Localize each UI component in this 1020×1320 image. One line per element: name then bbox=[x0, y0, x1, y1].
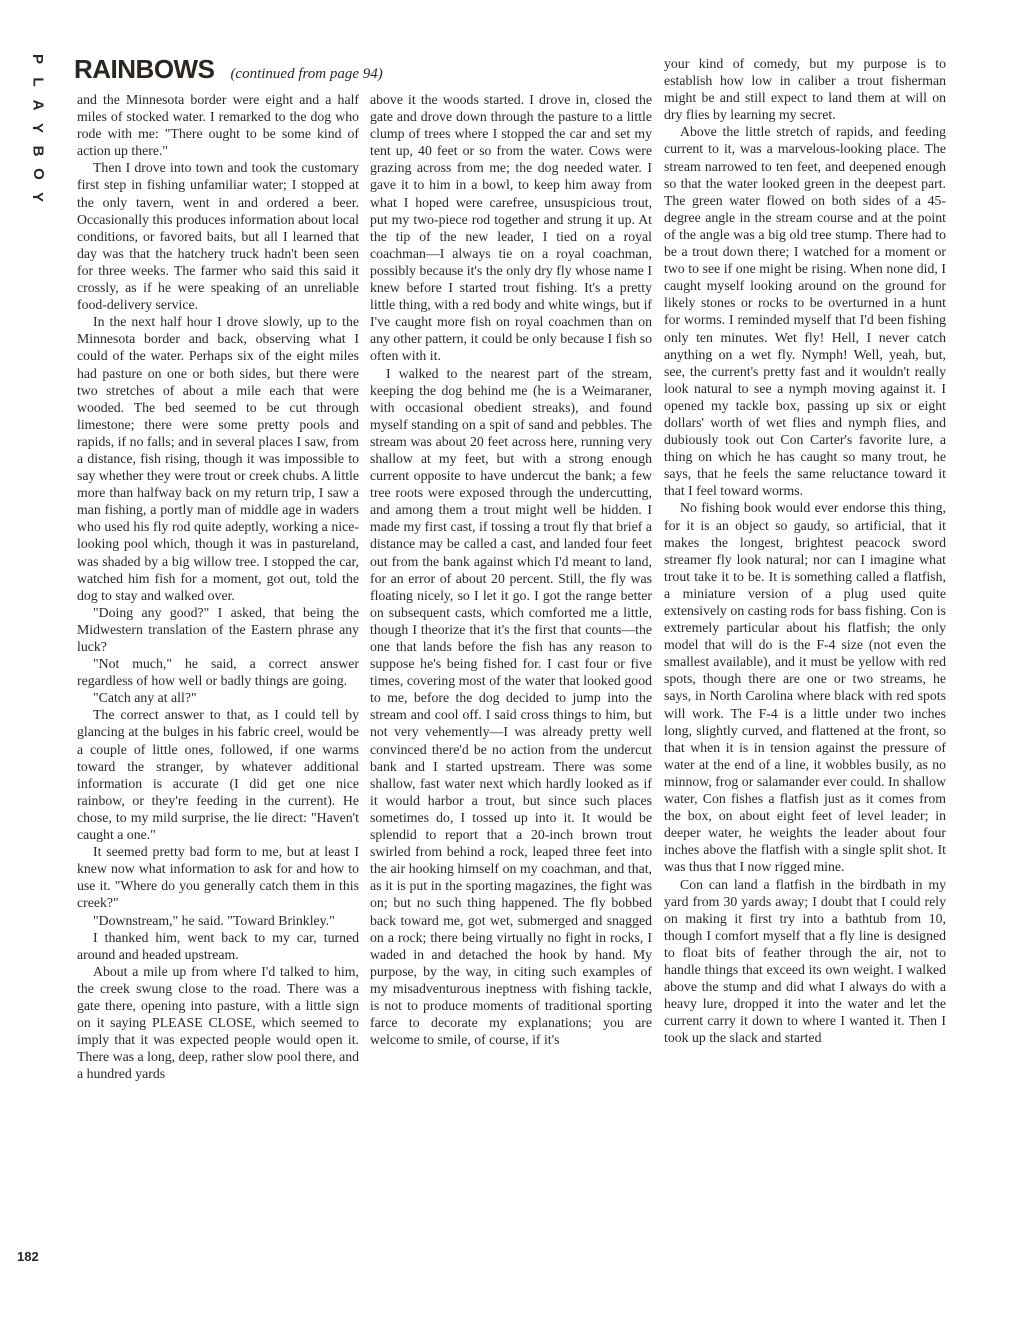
article-header bbox=[74, 54, 383, 85]
paragraph: "Doing any good?" I asked, that being the Midwestern translation of the Eastern phrase any luck? bbox=[77, 604, 359, 654]
text-column-2 bbox=[370, 91, 652, 1048]
text-column-3 bbox=[664, 55, 946, 1046]
paragraph: Then I drove into town and took the customary first step in fishing unfamiliar water; I stopped at the only tavern, went in and ordered a beer. Occasionally this produces information about local conditions, or favored baits, but all I learned that day was that the hatchery truck hadn't been seen for three weeks. The farmer who said this said it crossly, as if he were speaking of an unreliable food-delivery service. bbox=[77, 160, 359, 313]
paragraph: In the next half hour I drove slowly, up to the Minnesota border and back, observing what I could of the water. Perhaps six of the eight miles had pasture on one or both sides, but there were two stretches of about a mile each that were wooded. The bed seemed to be cut through limestone; there were some pretty pools and rapids, if no falls; and in several places I saw, from a distance, fish rising, though it was impossible to say whether they were trout or creek chubs. A little more than halfway back on my return trip, I saw a man fishing, a portly man of middle age in waders who used his fly rod quite adeptly, working a nice-looking pool which, though it was in pastureland, was shaded by a big willow tree. I stopped the car, watched him fish for a moment, got out, told the dog to stay and walked over. bbox=[77, 314, 359, 603]
page-number: 182 bbox=[17, 1249, 39, 1264]
paragraph: About a mile up from where I'd talked to him, the creek swung close to the road. There was a gate there, opening into pasture, with a little sign on it saying PLEASE CLOSE, which seemed to imply that it was expected people would open it. There was a long, deep, rather slow pool there, and a hundred yards bbox=[77, 963, 359, 1082]
side-letter: O bbox=[29, 168, 47, 181]
paragraph: It seemed pretty bad form to me, but at least I knew now what information to ask for and how to use it. "Where do you generally catch them in this creek?" bbox=[77, 844, 359, 911]
paragraph: Con can land a flatfish in the birdbath in my yard from 30 yards away; I doubt that I could rely on making it first try into a bathtub from 10, though I comfort myself that a fly line is designed to float bits of feather through the air, not to handle things that exceed its own weight. I walked above the stump and did what I always do with a heavy lure, dropped it into the water and let the current carry it down to where I wanted it. Then I took up the slack and started bbox=[664, 876, 946, 1046]
paragraph: "Not much," he said, a correct answer regardless of how well or badly things are going. bbox=[77, 656, 359, 689]
paragraph: "Downstream," he said. "Toward Brinkley." bbox=[93, 912, 335, 928]
article-title: RAINBOWS bbox=[74, 54, 215, 84]
paragraph: I walked to the nearest part of the stream, keeping the dog behind me (he is a Weimaraner, with occasional obedient streaks), and found myself standing on a spit of sand and pebbles. The stream was about 20 feet across here, running very shallow at my feet, but with a strong enough current opposite to have undercut the bank; a few tree roots were exposed through the undercutting, and among them a trout might well be hidden. I made my first cast, if tossing a trout fly that brief a distance may be called a cast, and landed four feet out from the bank against which I'd meant to land, for an error of about 20 percent. Still, the fly was floating nicely, so I let it go. I got the range better on subsequent casts, which comforted me a little, though I theorize that it's the first that counts—the one that lands before the fish has any reason to suppose he's being fished for. I cast four or five times, covering most of the water that looked good to me, before the dog decided to jump into the stream and cool off. I said cross things to him, but not very vehemently—I was already pretty well convinced there'd be no action from the undercut bank and I started upstream. There was some shallow, fast water next which hardly looked as if it would harbor a trout, but since such places sometimes do, I tossed up into it. It would be splendid to report that a 20-inch brown trout swirled from behind a rock, leaped three feet into the air hooking himself on my coachman, and that, as it is put in the sporting magazines, the fight was on; but no such thing happened. The fly bobbed back toward me, got wet, submerged and snagged on a rock; there being virtually no fight in rocks, I waded in and detached the hook by hand. My purpose, by the way, in citing such examples of my misadventurous ineptness with fishing tackle, is not to produce moments of traditional sporting farce to decorate my explanations; you are welcome to smile, of course, if it's bbox=[370, 365, 652, 1048]
side-letter: L bbox=[29, 77, 47, 88]
paragraph: No fishing book would ever endorse this thing, for it is an object so gaudy, so artificial, that it makes the longest, brightest peacock sword streamer fly look natural; nor can I imagine what trout take it to be. It is something called a flatfish, a miniature version of a plug used quite extensively on casting rods for bass fishing. Con is extremely particular about his flatfish; the only model that will do is the F-4 size (not even the smallest available), and it must be yellow with red spots, though there are one or two streams, he says, in North Carolina where black with red spots will work. The F-4 is a little under two inches long, slightly curved, and flattened at the front, so that when it is in tension against the pressure of water at the end of a line, it wobbles busily, as no minnow, frog or salamander ever could. In shallow water, Con fishes a flatfish just as it comes from the box, on about eight feet of level leader; in deeper water, he weights the leader about four inches above the flatfish with a single split shot. It was thus that I now rigged mine. bbox=[664, 500, 946, 875]
side-letter: B bbox=[29, 145, 47, 158]
continued-note: (continued from page 94) bbox=[230, 66, 383, 82]
side-letter: A bbox=[29, 99, 47, 112]
paragraph: Above the little stretch of rapids, and feeding current to it, was a marvelous-looking place. The stream narrowed to ten feet, and deepened enough so that the water looked green in the deepest part. The green water flowed on both sides of a 45-degree angle in the stream course and at the point of the angle was a big old tree stump. There had to be a trout down there; I watched for a moment or two to see if one might be rising. When none did, I caught myself looking around on the ground for likely stones or rocks to be overturned in a hunt for worms. I reminded myself that I'd been fishing only ten minutes. Wet fly! Hell, I never catch anything on a wet fly. Nymph! Well, yeah, but, see, the current's pretty fast and it wouldn't really look natural to see a nymph moving against it. I opened my tackle box, passing up six or eight dollars' worth of wet flies and nymph flies, and dubiously took out Con Carter's favorite lure, a thing on which he has caught so many trout, he says, that he feels the same reluctance toward it that I feel toward worms. bbox=[664, 124, 946, 499]
side-letter: Y bbox=[29, 122, 47, 135]
text-column-1 bbox=[77, 91, 359, 1082]
paragraph: above it the woods started. I drove in, closed the gate and drove down through the pasture to a little clump of trees where I stopped the car and set my tent up, 40 feet or so from the water. Cows were grazing across from me; the dog needed water. I gave it to him in a bowl, to keep him away from what I hoped were carefree, unsuspicious trout, put my two-piece rod together and strung it up. At the tip of the new leader, I tied on a royal coachman—I always tie on a royal coachman, possibly because it's the only dry fly whose name I knew before I started trout fishing. It's a pretty little thing, with a red body and white wings, but if I've caught more fish on royal coachmen than on any other pattern, it could be only because I fish so often with it. bbox=[370, 92, 652, 364]
paragraph: and the Minnesota border were eight and a half miles of stocked water. I remarked to the dog who rode with me: "There ought to be some kind of action up there." bbox=[77, 92, 359, 159]
side-letter: Y bbox=[29, 191, 47, 204]
paragraph: I thanked him, went back to my car, turned around and headed upstream. bbox=[77, 929, 359, 962]
magazine-name-vertical bbox=[27, 48, 49, 209]
paragraph: "Catch any at all?" bbox=[93, 690, 197, 706]
paragraph: your kind of comedy, but my purpose is to establish how low in caliber a trout fisherman might be and still expect to land them at will on dry flies by learning my secret. bbox=[664, 56, 946, 123]
side-letter: P bbox=[29, 53, 47, 66]
paragraph: The correct answer to that, as I could tell by glancing at the bulges in his fabric creel, would be a couple of little ones, followed, if one warms toward the stranger, by whatever additional information is accurate (I did get one nice rainbow, or they're feeding in the current). He chose, to my mild surprise, the lie direct: "Haven't caught a one." bbox=[77, 707, 359, 843]
